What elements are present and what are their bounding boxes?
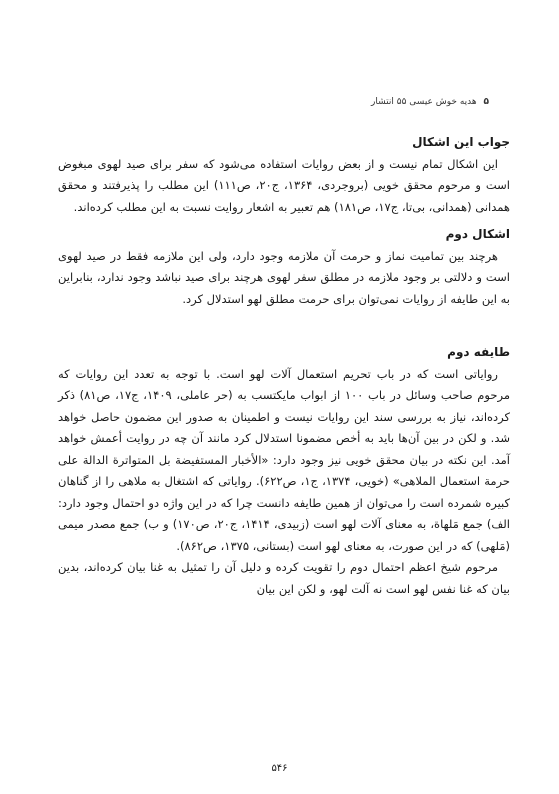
paragraph: هرچند بین تمامیت نماز و حرمت آن ملازمه وجود دارد، ولی این ملازمه فقط در صید لهوی است و دلالتی بر وجود ملازمه در مطلق سفر لهوی هرچند برای صید نباشد وجود ندارد، بنابراین به این طایفه از روایات نمی‌توان برای حرمت مطلق لهو استدلال کرد. [58, 248, 510, 306]
running-header [69, 97, 489, 107]
paragraph: مرحوم شیخ اعظم احتمال دوم را تقویت کرده و دلیل آن را تمثیل به غنا بیان کرده‌اند، بدین بیان که غنا نفس لهو است نه آلت لهو، و لکن این بیان [58, 560, 510, 596]
section-heading: اشکال دوم [445, 227, 510, 241]
page-body [58, 132, 510, 600]
page-number: ۵۴۶ [271, 763, 288, 774]
paragraph: روایاتی است که در باب تحریم استعمال آلات لهو است. با توجه به تعدد این روایات که مرحوم صاحب وسائل در باب ۱۰۰ از ابواب مایکتسب به (حر عاملی، ۱۴۰۹، ج۱۷، ص۸۱) ذکر کرده‌اند، نیاز به بررسی سند این روایات نیست و اطمینان به صدور این مضمون حاصل خواهد شد. و لکن در بین آن‌ها باید به أخص مضمونا استدلال کرد مانند آن چه در روایت أعمش خواهد آمد. این نکته در بیان محقق خویی نیز وجود دارد: «الأخبار المستفیضة بل المتواترة الدالة علی حرمة استعمال الملاهی» (خویی، ۱۳۷۴، ج۱، ص۶۲۲). روایاتی که اشتغال به ملاهی را از گناهان کبیره شمرده است را می‌توان از همین طایفه دانست چرا که در این واژه دو احتمال وجود دارد: الف) جمع مَلهاة، به معنای آلات لهو است (زبیدی، ۱۴۱۴، ج۲۰، ص۱۷۰) و ب) جمع مصدر میمی (مَلهی) که در این صورت، به معنای لهو است (بستانی، ۱۳۷۵، ص۸۶۲). [58, 366, 510, 553]
section-heading: طایفه دوم [447, 345, 510, 359]
header-mark: ۵ [483, 97, 489, 107]
section-heading: جواب این اشکال [412, 135, 510, 149]
paragraph: این اشکال تمام نیست و از بعض روایات استفاده می‌شود که سفر برای صید لهوی مبغوض است و مرحوم محقق خویی (بروجردی، ۱۳۶۴، ج۲۰، ص۱۱۱) این مطلب را پذیرفتند و محقق همدانی (همدانی، بی‌تا، ج۱۷، ص۱۸۱) هم تعبیر به اشعار روایت نسبت به این مطلب کرده‌اند. [58, 156, 510, 214]
header-title: هدیه خوش عیسی ۵۵ انتشار [371, 97, 477, 107]
